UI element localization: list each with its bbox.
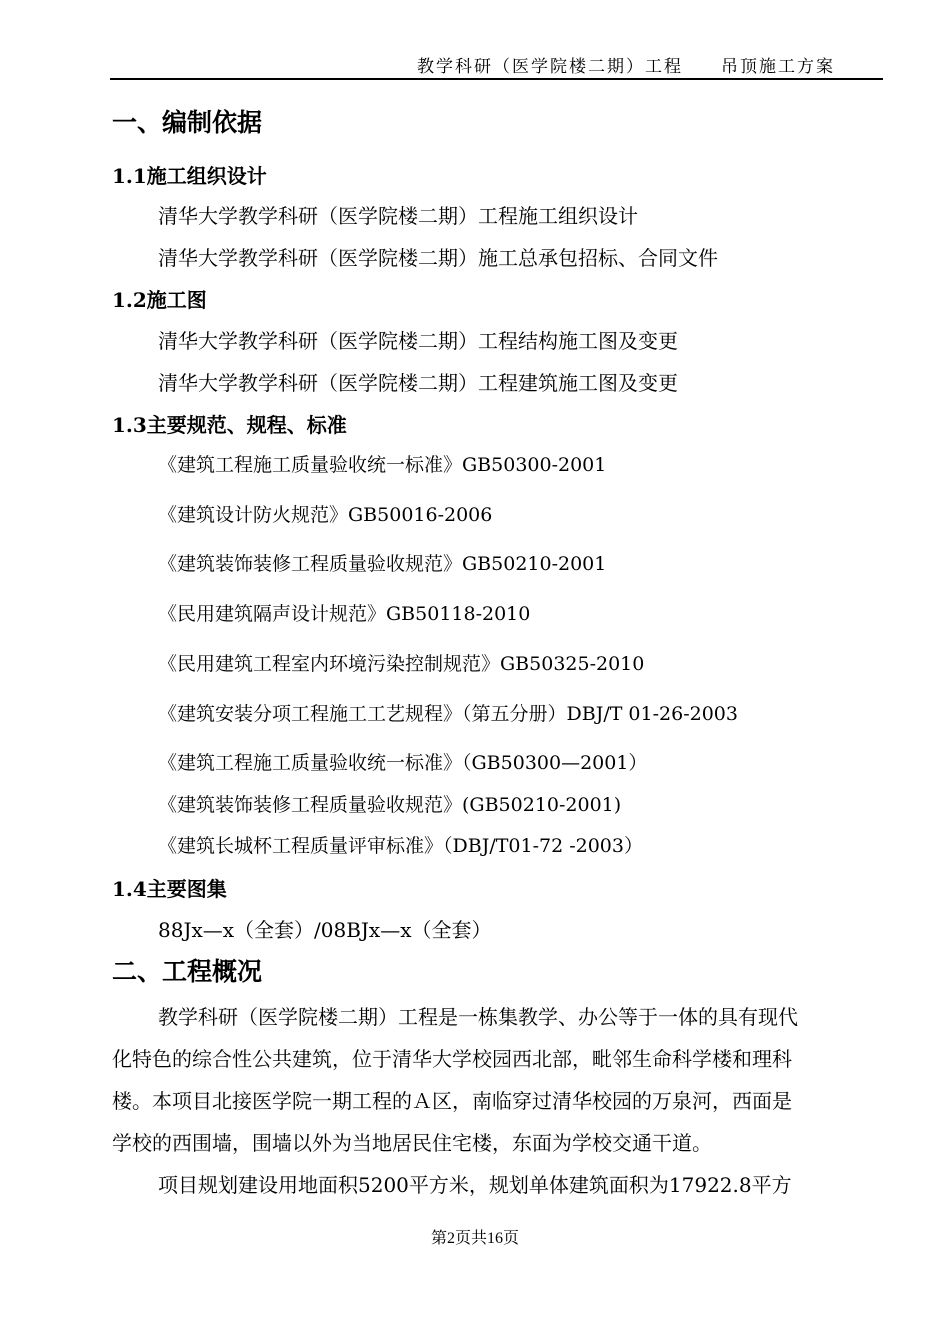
section-2-heading: 二、工程概况 xyxy=(112,957,263,986)
subsection-1-4-heading: 1.4主要图集 xyxy=(112,877,227,901)
standard-item: 《民用建筑工程室内环境污染控制规范》GB50325-2010 xyxy=(158,653,645,675)
list-item: 88Jx—x（全套）/08BJx—x（全套） xyxy=(158,918,492,942)
standard-item: 《建筑设计防火规范》GB50016-2006 xyxy=(158,504,493,526)
subsection-1-3-heading: 1.3主要规范、规程、标准 xyxy=(112,413,347,437)
paragraph-line: 项目规划建设用地面积5200平方米，规划单体建筑面积为17922.8平方 xyxy=(158,1173,792,1197)
standard-item: 《建筑长城杯工程质量评审标准》（DBJ/T01-72 -2003） xyxy=(158,835,643,857)
subsection-1-1-heading: 1.1施工组织设计 xyxy=(112,164,267,188)
standard-item: 《民用建筑隔声设计规范》GB50118-2010 xyxy=(158,603,531,625)
subsection-1-2-heading: 1.2施工图 xyxy=(112,288,207,312)
standard-item: 《建筑装饰装修工程质量验收规范》(GB50210-2001) xyxy=(158,794,622,816)
list-item: 清华大学教学科研（医学院楼二期）施工总承包招标、合同文件 xyxy=(158,246,718,270)
standard-item: 《建筑工程施工质量验收统一标准》GB50300-2001 xyxy=(158,454,607,476)
overview-paragraph-2 xyxy=(112,1164,878,1206)
list-item: 清华大学教学科研（医学院楼二期）工程建筑施工图及变更 xyxy=(158,371,678,395)
standard-item: 《建筑装饰装修工程质量验收规范》GB50210-2001 xyxy=(158,553,607,575)
paragraph-line: 教学科研（医学院楼二期）工程是一栋集教学、办公等于一体的具有现代 xyxy=(158,1005,798,1029)
header-title: 教学科研（医学院楼二期）工程 吊顶施工方案 xyxy=(417,57,835,77)
page-header xyxy=(110,50,883,80)
paragraph-line: 学校的西围墙，围墙以外为当地居民住宅楼，东面为学校交通干道。 xyxy=(112,1131,712,1155)
paragraph-line: 化特色的综合性公共建筑，位于清华大学校园西北部，毗邻生命科学楼和理科 xyxy=(112,1047,792,1071)
overview-paragraph-1 xyxy=(112,996,878,1164)
paragraph-line: 楼。本项目北接医学院一期工程的Ａ区，南临穿过清华校园的万泉河，西面是 xyxy=(112,1089,792,1113)
list-item: 清华大学教学科研（医学院楼二期）工程结构施工图及变更 xyxy=(158,329,678,353)
list-item: 清华大学教学科研（医学院楼二期）工程施工组织设计 xyxy=(158,204,638,228)
standard-item: 《建筑工程施工质量验收统一标准》（GB50300—2001） xyxy=(158,752,648,774)
section-1-heading: 一、编制依据 xyxy=(112,108,263,137)
standard-item: 《建筑安装分项工程施工工艺规程》（第五分册）DBJ/T 01-26-2003 xyxy=(158,703,738,725)
page-number-footer: 第2页共16页 xyxy=(430,1230,519,1247)
